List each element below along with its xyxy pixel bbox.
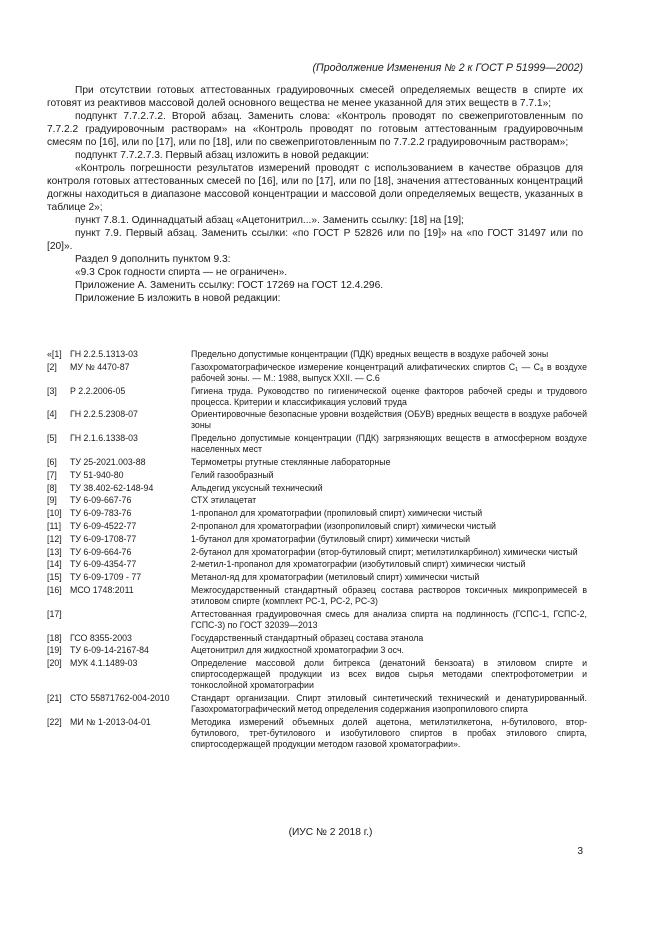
reference-number: [15] (47, 572, 62, 583)
bibliography-row (47, 658, 587, 693)
reference-number: [19] (47, 645, 62, 656)
reference-description: Ацетонитрил для жидкостной хроматографии 3 осч. (191, 645, 405, 656)
paragraph: Раздел 9 дополнить пунктом 9.3: (75, 254, 231, 265)
reference-description: 1-пропанол для хроматографии (пропиловый спирт) химически чистый (191, 508, 483, 519)
paragraph: При отсутствии готовых аттестованных градуировочных смесей определяемых веществ в спирте их готовят из реактивов массовой долей основного вещества не менее указанной для этих веществ в 7.7.1»; (47, 85, 583, 109)
reference-code: ТУ 25-2021.003-88 (70, 456, 146, 467)
paragraph: «Контроль погрешности результатов измерений проводят с использованием в качестве образцов для контроля готовых аттестованных смесей по [16], или по [17], или по [18], значения аттестованных концентраций догжны находиться в диапазоне массовой концентрации и массовой доли определяемых веществ, указанных в таблице 2»; (47, 163, 583, 213)
reference-code: МУ № 4470-87 (70, 361, 130, 372)
bibliography-row (47, 409, 587, 433)
paragraph: Приложение А. Заменить ссылку: ГОСТ 17269 на ГОСТ 12.4.296. (75, 280, 384, 291)
bibliography-row (47, 645, 587, 658)
reference-code: МИ № 1-2013-04-01 (70, 716, 151, 727)
page-header: (Продолжение Изменения № 2 к ГОСТ Р 51999—2002) (312, 62, 583, 74)
bibliography-row (47, 609, 587, 633)
reference-code: ТУ 51-940-80 (70, 469, 124, 480)
reference-number: [14] (47, 559, 62, 570)
reference-number: [22] (47, 716, 62, 727)
reference-description: Ориентировочные безопасные уровни воздействия (ОБУВ) вредных веществ в воздухе рабочей зоны (191, 409, 587, 431)
reference-number: [4] (47, 409, 57, 420)
reference-description: Определение массовой доли битрекса (денатоний бензоата) в этиловом спирте и спиртосодержащей продукции из всех видов сырья методами спектрофотометрии и тонкослойной хроматографии (191, 658, 587, 691)
reference-number: [16] (47, 584, 62, 595)
reference-number: [8] (47, 482, 57, 493)
reference-code: ГН 2.2.5.1313-03 (70, 349, 138, 359)
reference-number: [7] (47, 469, 57, 480)
publication-footer: (ИУС № 2 2018 г.) (288, 827, 373, 838)
reference-code: ТУ 6-09-667-76 (70, 495, 132, 506)
paragraph: пункт 7.8.1. Одиннадцатый абзац «Ацетонитрил...». Заменить ссылку: [18] на [19]; (75, 215, 464, 226)
bibliography-row (47, 521, 587, 534)
reference-number: [3] (47, 385, 57, 396)
main-text (47, 84, 583, 305)
reference-code: СТО 55871762-004-2010 (70, 692, 170, 703)
paragraph: Приложение Б изложить в новой редакции: (75, 293, 281, 304)
reference-number: [13] (47, 546, 62, 557)
bibliography-row (47, 559, 587, 572)
reference-number: [5] (47, 433, 57, 444)
reference-code (67, 609, 191, 633)
reference-description: Предельно допустимые концентрации (ПДК) вредных веществ в воздухе рабочей зоны (191, 349, 549, 359)
bibliography-row (47, 585, 587, 609)
reference-description: СТХ этилацетат (191, 495, 257, 506)
reference-description: 1-бутанол для хроматографии (бутиловый спирт) химически чистый (191, 533, 471, 544)
reference-description: Альдегид уксусный технический (191, 482, 323, 493)
reference-number: [12] (47, 533, 62, 544)
reference-description: Предельно допустимые концентрации (ПДК) загрязняющих веществ в атмосферном воздухе населенных мест (191, 433, 587, 455)
reference-number: «[1] (47, 349, 62, 359)
bibliography-row (47, 633, 587, 646)
bibliography-row (47, 470, 587, 483)
reference-code: ТУ 6-09-4354-77 (70, 559, 137, 570)
reference-code: ТУ 6-09-1709 - 77 (70, 572, 142, 583)
bibliography-row (47, 693, 587, 717)
reference-code: ТУ 38.402-62-148-94 (70, 482, 154, 493)
reference-description: 2-пропанол для хроматографии (изопропиловый спирт) химически чистый (191, 520, 496, 531)
reference-number: [17] (47, 608, 62, 619)
page-number: 3 (577, 846, 583, 857)
reference-description: Термометры ртутные стеклянные лабораторные (191, 456, 391, 467)
reference-code: ТУ 6-09-4522-77 (70, 520, 137, 531)
reference-description: 2-бутанол для хроматографии (втор-бутиловый спирт; метилэтилкарбинол) химически чистый (191, 546, 578, 557)
reference-number: [9] (47, 495, 57, 506)
paragraph: подпункт 7.7.2.7.3. Первый абзац изложить в новой редакции: (75, 150, 370, 161)
bibliography-table (47, 349, 587, 752)
reference-number: [18] (47, 632, 62, 643)
reference-code: МСО 1748:2011 (70, 584, 134, 595)
reference-code: ТУ 6-09-14-2167-84 (70, 645, 149, 656)
reference-number: [20] (47, 658, 62, 669)
reference-code: ТУ 6-09-664-76 (70, 546, 132, 557)
reference-description: Государственный стандартный образец состава этанола (191, 632, 424, 643)
bibliography-row (47, 433, 587, 457)
reference-code: МУК 4.1.1489-03 (70, 658, 138, 669)
reference-code: ГН 2.2.5.2308-07 (70, 409, 138, 420)
reference-number: [6] (47, 456, 57, 467)
reference-description: Стандарт организации. Спирт этиловый синтетический технический и денатурированный. Газохроматографический метод определения содержания изопропилового спирта (191, 692, 587, 714)
reference-description: 2-метил-1-пропанол для хроматографии (изобутиловый спирт) химически чистый (191, 559, 526, 570)
bibliography-row (47, 534, 587, 547)
reference-description: Межгосударственный стандартный образец состава растворов токсичных микропримесей в этиловом спирте (комплект РС-1, РС-2, РС-3) (191, 584, 587, 606)
reference-description: Гелий газообразный (191, 469, 274, 480)
paragraph: пункт 7.9. Первый абзац. Заменить ссылки: «по ГОСТ Р 52826 или по [19]» на «по ГОСТ 31497 или по [20]». (47, 228, 583, 252)
reference-code: ТУ 6-09-1708-77 (70, 533, 137, 544)
paragraph: подпункт 7.7.2.7.2. Второй абзац. Заменить слова: «Контроль проводят по свежеприготовленным по 7.7.2.2 градуировочным растворам» на «Контроль проводят по готовым аттестованным градуировочным смесям по [16], или по [17], или по [18], или по свежеприготовленным по 7.7.2.2 градуировочным растворам»; (47, 111, 583, 148)
reference-number: [11] (47, 520, 62, 531)
paragraph: «9.3 Срок годности спирта — не ограничен». (75, 267, 288, 278)
reference-number: [21] (47, 692, 62, 703)
bibliography-row (47, 572, 587, 585)
reference-code: Р 2.2.2006-05 (70, 385, 126, 396)
reference-code: ГН 2.1.6.1338-03 (70, 433, 138, 444)
reference-number: [2] (47, 361, 57, 372)
reference-number: [10] (47, 508, 62, 519)
bibliography-row (47, 547, 587, 560)
bibliography-row (47, 362, 587, 386)
reference-description: Гигиена труда. Руководство по гигиенической оценке факторов рабочей среды и трудового процесса. Критерии и классификация условий труда (191, 385, 587, 407)
reference-code: ТУ 6-09-783-76 (70, 508, 132, 519)
bibliography-row (47, 349, 587, 362)
reference-description: Газохроматографическое измерение концентраций алифатических спиртов C₁ — C₈ в воздухе рабочей зоны. — М.: 1988, выпуск XXII. — С.6 (191, 361, 587, 383)
reference-description: Методика измерений объемных долей ацетона, метилэтилкетона, н-бутилового, втор-бутилового, трет-бутилового и изобутилового спиртов в пробах этилового спирта, спиртосодержащей продукции методом газовой хроматографии». (191, 716, 587, 749)
bibliography-row (47, 495, 587, 508)
reference-code: ГСО 8355-2003 (70, 632, 132, 643)
reference-description: Метанол-яд для хроматографии (метиловый спирт) химически чистый (191, 572, 480, 583)
bibliography-row (47, 386, 587, 410)
reference-description: Аттестованная градуировочная смесь для анализа спирта на подлинность (ГСПС-1, ГСПС-2, ГСПС-3) по ГОСТ 32039—2013 (191, 608, 587, 630)
bibliography-row (47, 717, 587, 752)
bibliography-row (47, 483, 587, 496)
bibliography-row (47, 508, 587, 521)
bibliography-row (47, 457, 587, 470)
